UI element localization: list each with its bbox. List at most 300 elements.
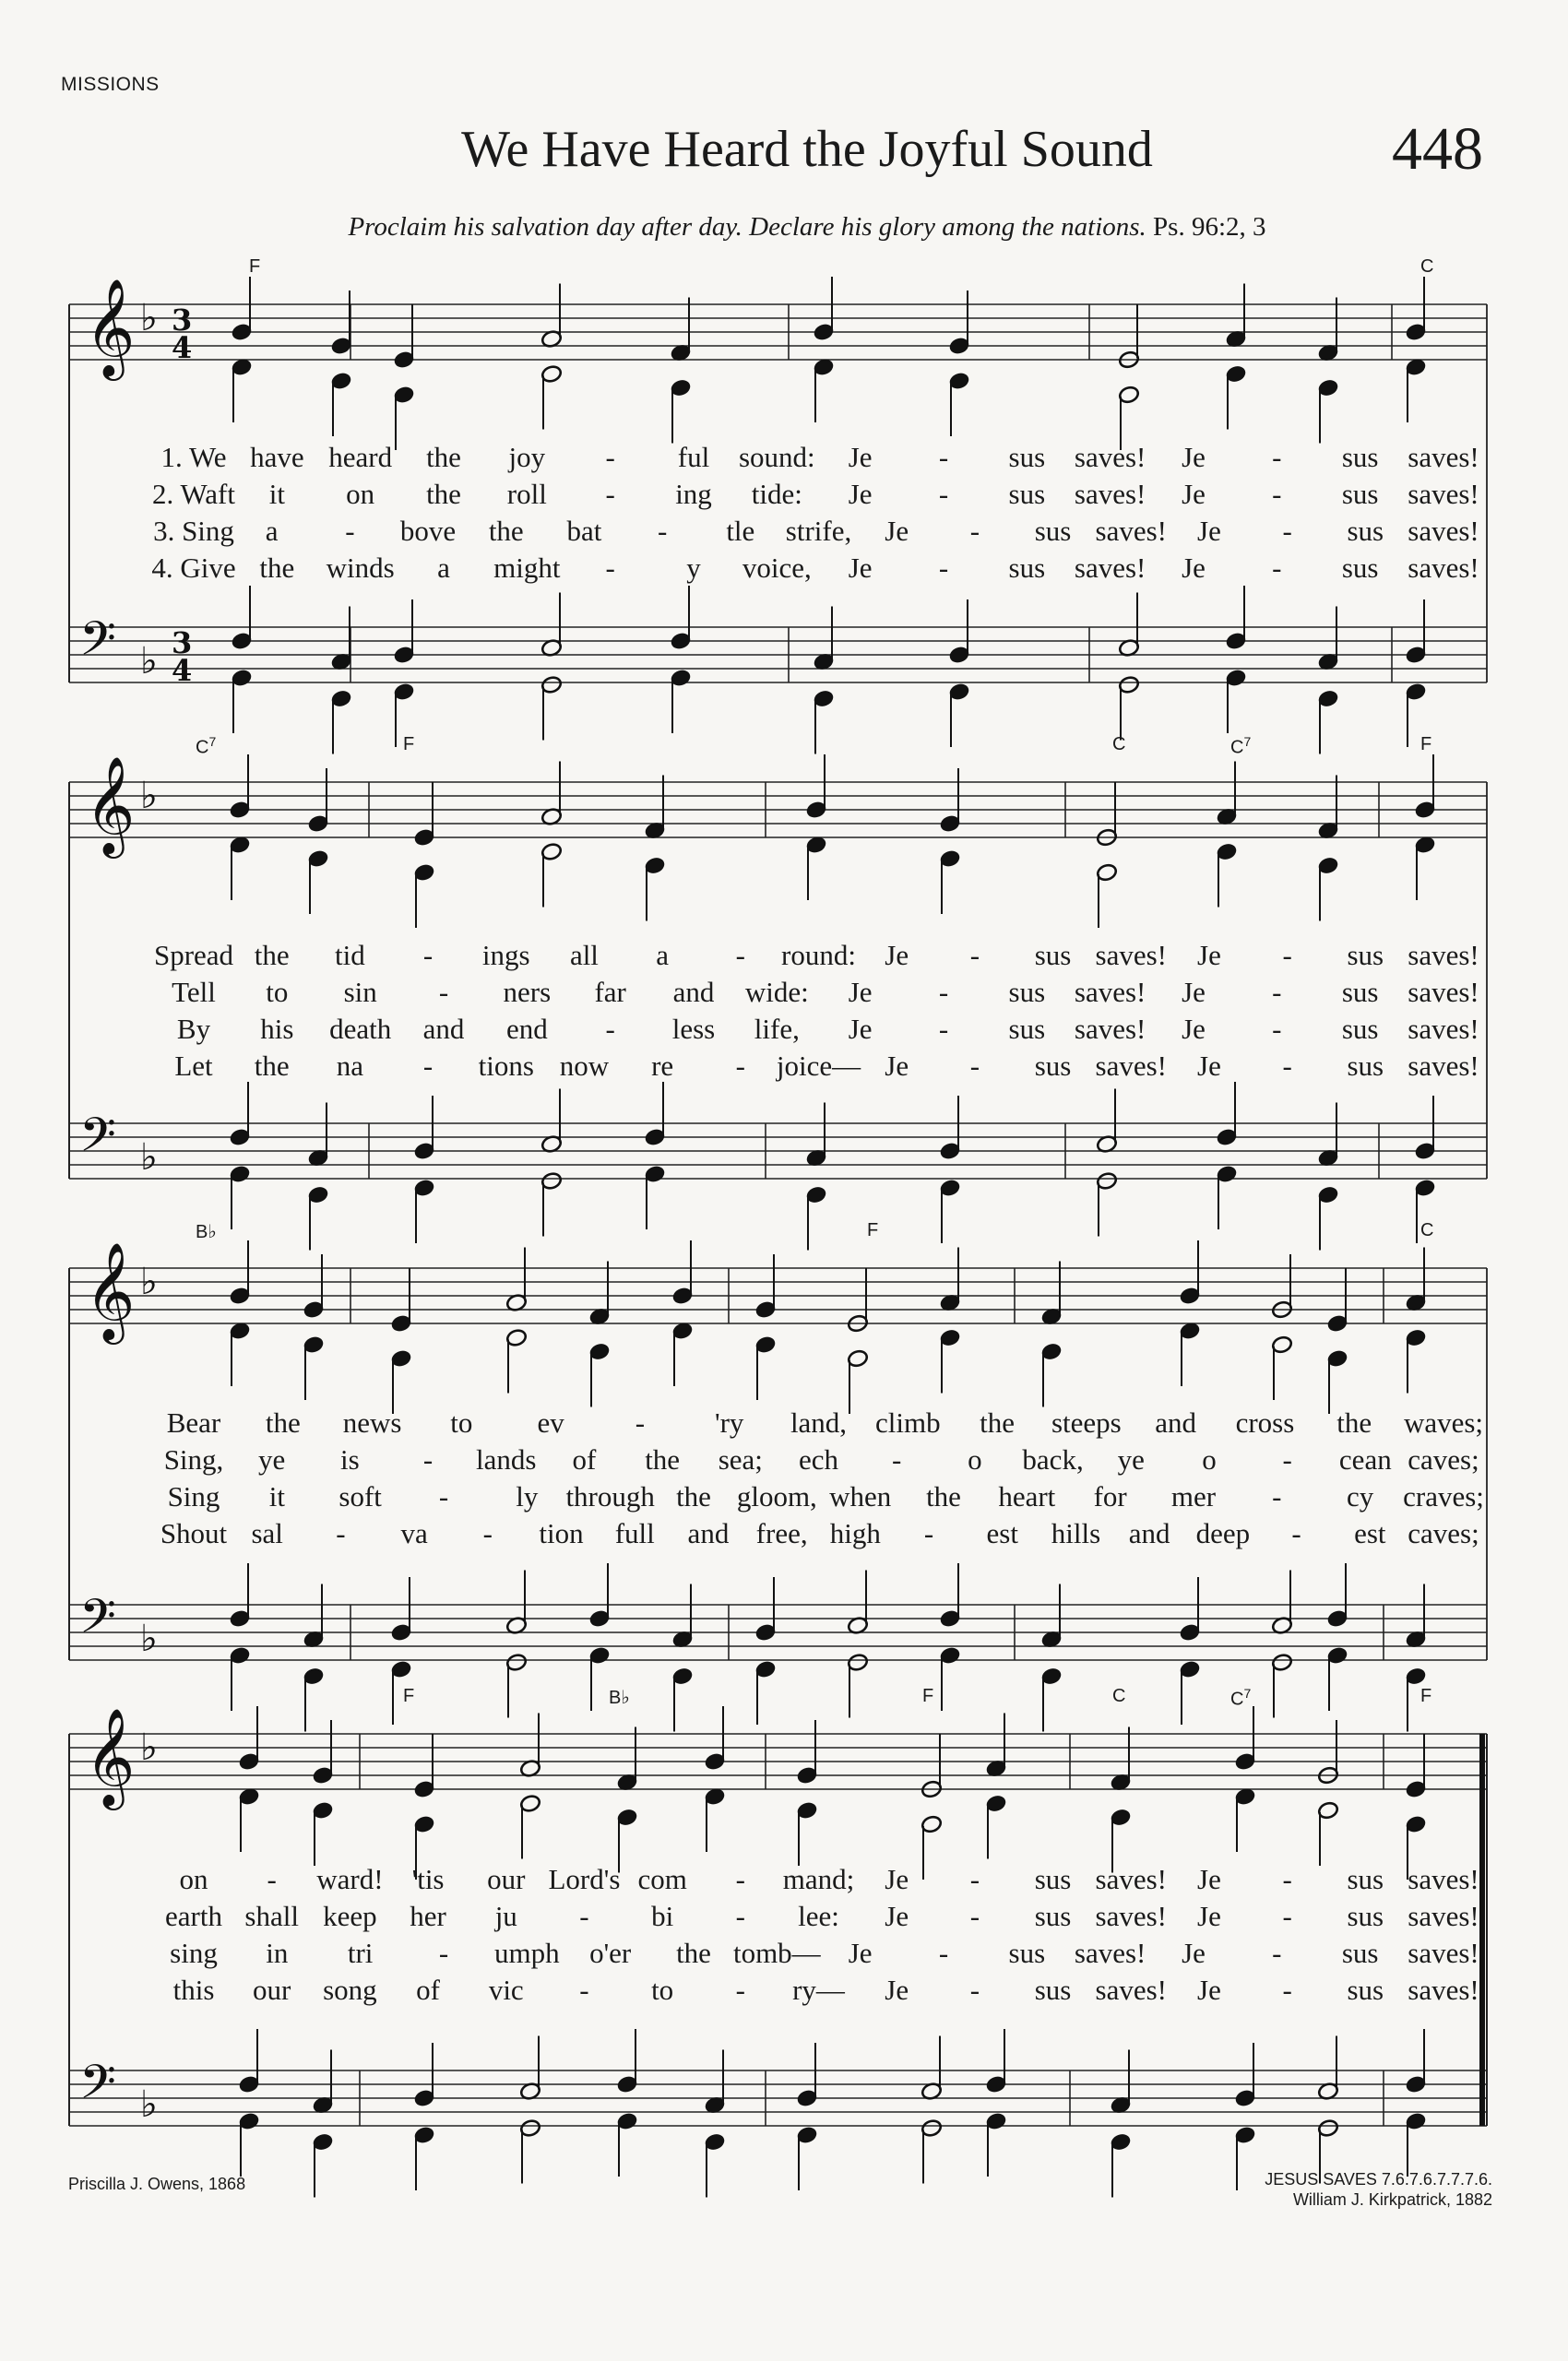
lyric-syllable: 3. Sing — [153, 515, 234, 547]
lyric-syllable: keep — [323, 1900, 377, 1932]
lyric-syllable: free, — [755, 1517, 808, 1549]
lyric-syllable: saves! — [1408, 939, 1479, 971]
lyric-line-verse-2 — [0, 1900, 1568, 1937]
lyric-syllable: - — [923, 1517, 934, 1549]
lyric-syllable: saves! — [1408, 1013, 1479, 1045]
lyric-syllable: y — [686, 552, 701, 584]
lyric-syllable: Bear — [166, 1406, 221, 1439]
lyric-syllable: - — [345, 515, 355, 547]
lyric-syllable: deep — [1195, 1517, 1251, 1549]
lyric-syllable: cy — [1347, 1480, 1374, 1513]
lyric-syllable: Je — [848, 1937, 873, 1969]
lyric-syllable: Let — [174, 1050, 213, 1082]
lyric-syllable: life, — [754, 1013, 800, 1045]
lyric-syllable: gloom, — [736, 1480, 817, 1513]
lyric-syllable: - — [892, 1443, 902, 1476]
lyric-syllable: sus — [1347, 1050, 1384, 1082]
lyric-syllable: sus — [1347, 1974, 1384, 2006]
flat-key-signature-icon: ♭ — [140, 775, 158, 817]
lyric-syllable: 2. Waft — [152, 478, 235, 510]
tune-name: JESUS SAVES 7.6.7.6.7.7.7.6. — [1265, 2170, 1492, 2189]
epigraph-quote: Proclaim his salvation day after day. Declare his glory among the nations. — [348, 212, 1146, 242]
lyric-syllable: tide: — [751, 478, 802, 510]
lyric-syllable: - — [1272, 478, 1282, 510]
composer-credit: William J. Kirkpatrick, 1882 — [1292, 2190, 1492, 2209]
lyric-syllable: bat — [566, 515, 602, 547]
lyric-syllable: - — [422, 1443, 434, 1476]
lyric-syllable: sus — [1341, 976, 1379, 1008]
lyric-syllable: ners — [503, 976, 552, 1008]
lyric-syllable: sus — [1008, 976, 1046, 1008]
lyric-syllable: - — [969, 1863, 980, 1895]
lyric-syllable: Je — [885, 939, 909, 971]
chord-extension: 7 — [1243, 734, 1252, 749]
lyric-line-verse-1 — [0, 1863, 1568, 1900]
lyric-syllable: saves! — [1408, 552, 1479, 584]
lyric-syllable: 4. Give — [151, 552, 236, 584]
lyric-syllable: - — [938, 1937, 949, 1969]
lyric-syllable: sus — [1341, 441, 1379, 473]
lyric-syllable: the — [254, 1050, 290, 1082]
lyric-syllable: ry— — [792, 1974, 845, 2006]
lyric-syllable: - — [969, 1050, 980, 1082]
lyric-syllable: - — [605, 441, 615, 473]
lyric-syllable: cross — [1235, 1406, 1295, 1439]
chord-symbol: C — [1420, 1220, 1434, 1240]
lyric-syllable: sus — [1341, 552, 1379, 584]
lyric-syllable: when — [829, 1480, 892, 1513]
lyric-syllable: saves! — [1408, 976, 1479, 1008]
lyric-syllable: - — [438, 1937, 449, 1969]
lyric-syllable: is — [340, 1443, 360, 1476]
lyric-syllable: ju — [494, 1900, 517, 1932]
lyric-syllable: saves! — [1095, 1050, 1167, 1082]
bass-clef-icon: 𝄢 — [79, 2054, 116, 2121]
lyric-syllable: sound: — [738, 441, 815, 473]
chord-symbol: F — [1420, 1686, 1432, 1706]
tune-credit — [1265, 2169, 1492, 2210]
lyric-syllable: 'tis — [411, 1863, 445, 1895]
lyric-syllable: saves! — [1095, 1974, 1167, 2006]
lyric-syllable: saves! — [1408, 478, 1479, 510]
lyric-syllable: this — [172, 1974, 215, 2006]
treble-clef-icon: 𝄞 — [85, 1241, 136, 1340]
lyric-syllable: sus — [1341, 1013, 1379, 1045]
flat-key-signature-icon: ♭ — [140, 297, 158, 339]
time-signature-top: 3 — [172, 625, 193, 660]
lyric-syllable: - — [735, 1900, 745, 1932]
lyric-syllable: Sing — [167, 1480, 220, 1513]
lyric-line-verse-2 — [0, 478, 1568, 515]
lyric-syllable: tri — [347, 1937, 374, 1969]
lyric-syllable: - — [1282, 939, 1292, 971]
lyric-syllable: news — [342, 1406, 402, 1439]
lyric-syllable: sus — [1008, 552, 1046, 584]
lyric-syllable: our — [253, 1974, 291, 2006]
lyric-syllable: saves! — [1408, 515, 1479, 547]
lyric-syllable: Sing, — [163, 1443, 224, 1476]
lyric-syllable: mer — [1170, 1480, 1217, 1513]
epigraph-reference: Ps. 96:2, 3 — [1153, 212, 1266, 242]
lyric-syllable: wide: — [744, 976, 809, 1008]
time-signature-bottom: 4 — [172, 330, 193, 365]
lyric-syllable: sus — [1347, 1863, 1384, 1895]
lyric-syllable: and — [672, 976, 715, 1008]
chord-symbol: F — [403, 1686, 415, 1706]
lyric-syllable: caves; — [1408, 1517, 1479, 1549]
lyric-syllable: - — [657, 515, 668, 547]
lyric-syllable: ward! — [316, 1863, 384, 1895]
lyric-syllable: Spread — [153, 939, 234, 971]
lyric-syllable: - — [579, 1974, 589, 2006]
lyric-syllable: saves! — [1095, 1900, 1167, 1932]
lyric-syllable: less — [671, 1013, 716, 1045]
lyric-syllable: sus — [1347, 939, 1384, 971]
lyric-syllable: saves! — [1074, 552, 1146, 584]
lyric-syllable: mand; — [782, 1863, 855, 1895]
lyric-syllable: saves! — [1095, 939, 1167, 971]
lyric-syllable: for — [1093, 1480, 1127, 1513]
lyric-syllable: on — [179, 1863, 208, 1895]
lyric-syllable: and — [1128, 1517, 1170, 1549]
lyric-syllable: land, — [790, 1406, 848, 1439]
lyric-syllable: - — [938, 552, 949, 584]
lyric-syllable: the — [265, 1406, 301, 1439]
lyric-syllable: - — [605, 478, 615, 510]
lyric-syllable: - — [1272, 1937, 1282, 1969]
lyric-syllable: ech — [798, 1443, 839, 1476]
lyric-syllable: - — [1282, 1443, 1292, 1476]
chord-symbol: F — [249, 256, 261, 277]
lyric-syllable: saves! — [1074, 1013, 1146, 1045]
lyric-syllable: roll — [506, 478, 547, 510]
bass-clef-icon: 𝄢 — [79, 611, 116, 678]
chord-symbol — [1230, 734, 1251, 759]
lyric-syllable: Je — [848, 478, 873, 510]
lyric-syllable: saves! — [1408, 1937, 1479, 1969]
lyric-syllable: voice, — [742, 552, 812, 584]
lyric-syllable: Je — [848, 976, 873, 1008]
lyric-syllable: - — [969, 1974, 980, 2006]
lyric-syllable: tions — [478, 1050, 534, 1082]
lyric-syllable: Je — [1197, 1900, 1221, 1932]
lyric-syllable: - — [1272, 552, 1282, 584]
lyric-syllable: Je — [885, 1974, 909, 2006]
lyric-syllable: Je — [848, 441, 873, 473]
lyric-syllable: Je — [848, 552, 873, 584]
lyric-syllable: - — [1272, 976, 1282, 1008]
lyric-syllable: a — [656, 939, 670, 971]
lyric-syllable: cean — [1338, 1443, 1392, 1476]
chord-symbol: F — [403, 734, 415, 754]
lyric-syllable: o'er — [589, 1937, 632, 1969]
lyric-syllable: - — [336, 1517, 346, 1549]
lyric-syllable: - — [938, 1013, 949, 1045]
lyric-line-verse-4 — [0, 1517, 1568, 1554]
lyric-syllable: steeps — [1051, 1406, 1122, 1439]
lyric-syllable: now — [559, 1050, 610, 1082]
chord-symbol: F — [1420, 734, 1432, 754]
lyric-syllable: 1. We — [160, 441, 227, 473]
lyric-syllable: bove — [399, 515, 457, 547]
lyric-syllable: sal — [251, 1517, 283, 1549]
lyric-syllable: 'ry — [714, 1406, 744, 1439]
chord-extension: 7 — [208, 734, 217, 749]
chord-symbol — [196, 734, 216, 759]
chord-root: C — [196, 737, 209, 758]
lyric-syllable: song — [323, 1974, 377, 2006]
lyric-syllable: climb — [874, 1406, 941, 1439]
lyric-syllable: might — [493, 552, 561, 584]
lyric-syllable: Je — [1197, 1050, 1221, 1082]
lyric-syllable: all — [569, 939, 599, 971]
lyric-syllable: - — [1282, 1974, 1292, 2006]
chord-root: C — [1230, 1689, 1244, 1710]
lyric-line-verse-3 — [0, 1480, 1568, 1517]
lyric-syllable: the — [1336, 1406, 1372, 1439]
lyric-syllable: Je — [1182, 976, 1206, 1008]
lyric-syllable: - — [1282, 515, 1292, 547]
lyric-syllable: umph — [494, 1937, 560, 1969]
lyric-syllable: bi — [651, 1900, 674, 1932]
lyric-syllable: lee: — [798, 1900, 839, 1932]
lyric-syllable: By — [176, 1013, 211, 1045]
lyric-syllable: Je — [1182, 552, 1206, 584]
lyric-syllable: have — [250, 441, 304, 473]
lyric-syllable: sus — [1008, 478, 1046, 510]
lyric-syllable: soft — [339, 1480, 382, 1513]
lyric-syllable: - — [735, 1974, 745, 2006]
lyric-syllable: ful — [677, 441, 710, 473]
lyric-syllable: her — [410, 1900, 446, 1932]
lyric-line-verse-1 — [0, 939, 1568, 976]
lyric-syllable: the — [488, 515, 524, 547]
chord-symbol: B♭ — [609, 1688, 630, 1708]
lyric-syllable: Je — [1197, 1974, 1221, 2006]
lyric-syllable: heart — [998, 1480, 1056, 1513]
lyric-syllable: joice— — [776, 1050, 861, 1082]
lyric-syllable: Je — [1182, 1013, 1206, 1045]
lyric-syllable: sus — [1008, 1013, 1046, 1045]
lyric-syllable: sus — [1008, 1937, 1046, 1969]
lyric-line-verse-1 — [0, 441, 1568, 478]
section-label: MISSIONS — [61, 74, 160, 95]
lyric-syllable: sus — [1341, 1937, 1379, 1969]
lyric-syllable: death — [329, 1013, 392, 1045]
lyric-syllable: ye — [258, 1443, 286, 1476]
bass-clef-icon: 𝄢 — [79, 1588, 116, 1655]
lyric-syllable: and — [1155, 1406, 1197, 1439]
lyric-syllable: strife, — [785, 515, 852, 547]
lyric-syllable: - — [1282, 1900, 1292, 1932]
lyric-syllable: the — [980, 1406, 1015, 1439]
hymn-number: 448 — [1392, 115, 1483, 183]
lyric-syllable: it — [268, 478, 285, 510]
flat-key-signature-icon: ♭ — [140, 1618, 158, 1660]
lyric-syllable: back, — [1022, 1443, 1084, 1476]
lyric-syllable: na — [336, 1050, 364, 1082]
lyric-syllable: Je — [885, 1050, 909, 1082]
lyric-line-verse-3 — [0, 1937, 1568, 1974]
lyric-syllable: the — [254, 939, 290, 971]
lyric-syllable: - — [1272, 1480, 1282, 1513]
treble-clef-icon: 𝄞 — [85, 1707, 136, 1806]
bass-clef-icon: 𝄢 — [79, 1107, 116, 1174]
lyric-syllable: the — [645, 1443, 681, 1476]
lyric-syllable: shall — [244, 1900, 299, 1932]
lyric-syllable: ly — [516, 1480, 539, 1513]
lyric-syllable: - — [482, 1517, 493, 1549]
lyric-syllable: - — [969, 939, 980, 971]
flat-key-signature-icon: ♭ — [140, 640, 158, 682]
lyric-syllable: Je — [885, 515, 909, 547]
lyric-syllable: tle — [726, 515, 755, 547]
lyric-syllable: - — [969, 1900, 980, 1932]
lyric-syllable: sus — [1034, 1863, 1072, 1895]
chord-symbol: F — [867, 1220, 879, 1240]
lyric-syllable: sus — [1341, 478, 1379, 510]
lyric-syllable: tion — [539, 1517, 584, 1549]
lyric-syllable: Shout — [160, 1517, 228, 1549]
lyric-syllable: saves! — [1408, 1974, 1479, 2006]
lyric-syllable: the — [426, 478, 461, 510]
lyric-syllable: ing — [675, 478, 712, 510]
lyric-syllable: - — [422, 939, 434, 971]
chord-symbol: C — [1112, 1686, 1126, 1706]
lyric-syllable: va — [400, 1517, 428, 1549]
lyric-syllable: our — [487, 1863, 526, 1895]
lyric-syllable: high — [829, 1517, 881, 1549]
lyric-syllable: his — [260, 1013, 294, 1045]
lyric-syllable: - — [938, 478, 949, 510]
lyric-syllable: re — [651, 1050, 674, 1082]
lyric-line-verse-4 — [0, 1974, 1568, 2011]
lyric-syllable: end — [505, 1013, 548, 1045]
lyric-syllable: saves! — [1408, 1863, 1479, 1895]
lyric-syllable: a — [265, 515, 279, 547]
hymn-title: We Have Heard the Joyful Sound — [461, 121, 1153, 178]
lyric-syllable: Je — [1182, 478, 1206, 510]
chord-symbol: B♭ — [196, 1222, 217, 1242]
lyric-syllable: sin — [343, 976, 377, 1008]
lyric-syllable: sus — [1034, 1900, 1072, 1932]
lyric-syllable: sus — [1008, 441, 1046, 473]
lyric-syllable: saves! — [1408, 1900, 1479, 1932]
treble-clef-icon: 𝄞 — [85, 755, 136, 854]
lyric-line-verse-3 — [0, 515, 1568, 552]
lyric-syllable: - — [635, 1406, 646, 1439]
flat-key-signature-icon: ♭ — [140, 2083, 158, 2126]
chord-symbol: C — [1112, 734, 1126, 754]
lyric-syllable: - — [438, 1480, 449, 1513]
lyric-syllable: - — [605, 552, 615, 584]
lyric-syllable: sus — [1034, 1974, 1072, 2006]
lyric-line-verse-2 — [0, 976, 1568, 1013]
time-signature-top: 3 — [172, 303, 193, 338]
lyric-syllable: - — [735, 1863, 745, 1895]
lyric-syllable: sus — [1034, 515, 1072, 547]
lyric-syllable: of — [416, 1974, 440, 2006]
lyric-line-verse-4 — [0, 552, 1568, 588]
lyric-syllable: saves! — [1408, 1050, 1479, 1082]
lyric-syllable: - — [735, 939, 745, 971]
lyric-syllable: Je — [848, 1013, 873, 1045]
lyric-syllable: and — [687, 1517, 730, 1549]
lyric-syllable: through — [565, 1480, 655, 1513]
lyric-syllable: Je — [1197, 515, 1221, 547]
lyric-syllable: sus — [1347, 515, 1384, 547]
lyric-syllable: lands — [476, 1443, 537, 1476]
lyric-syllable: to — [651, 1974, 674, 2006]
lyric-syllable: saves! — [1074, 441, 1146, 473]
lyric-syllable: est — [986, 1517, 1018, 1549]
lyric-syllable: - — [938, 976, 949, 1008]
chord-symbol — [1230, 1686, 1251, 1711]
lyric-line-verse-1 — [0, 1406, 1568, 1443]
lyric-line-verse-2 — [0, 1443, 1568, 1480]
lyric-syllable: joy — [508, 441, 546, 473]
lyric-syllable: it — [268, 1480, 285, 1513]
lyric-syllable: saves! — [1074, 478, 1146, 510]
lyric-syllable: Je — [1182, 441, 1206, 473]
lyric-syllable: - — [969, 515, 980, 547]
chord-root: C — [1230, 737, 1244, 758]
chord-extension: 7 — [1243, 1686, 1252, 1701]
lyric-syllable: Lord's — [548, 1863, 621, 1895]
lyric-syllable: of — [572, 1443, 597, 1476]
lyric-syllable: the — [676, 1937, 711, 1969]
lyric-syllable: Tell — [172, 976, 216, 1008]
lyric-syllable: ings — [481, 939, 530, 971]
flat-key-signature-icon: ♭ — [140, 1726, 158, 1769]
lyric-line-verse-4 — [0, 1050, 1568, 1086]
lyric-syllable: on — [346, 478, 375, 510]
lyric-syllable: tomb— — [732, 1937, 821, 1969]
lyric-syllable: heard — [328, 441, 393, 473]
lyric-syllable: the — [259, 552, 295, 584]
lyric-syllable: - — [579, 1900, 589, 1932]
lyric-syllable: vic — [488, 1974, 524, 2006]
lyric-syllable: - — [1291, 1517, 1301, 1549]
lyric-syllable: - — [605, 1013, 615, 1045]
flat-key-signature-icon: ♭ — [140, 1136, 158, 1179]
lyric-syllable: com — [637, 1863, 687, 1895]
lyric-syllable: sea; — [718, 1443, 763, 1476]
lyric-syllable: tid — [335, 939, 365, 971]
lyric-syllable: craves; — [1403, 1480, 1484, 1513]
treble-clef-icon: 𝄞 — [85, 278, 136, 376]
time-signature-bottom: 4 — [172, 653, 193, 688]
lyric-syllable: - — [438, 976, 449, 1008]
lyric-syllable: hills — [1051, 1517, 1101, 1549]
author-credit: Priscilla J. Owens, 1868 — [68, 2175, 246, 2193]
lyric-syllable: ev — [537, 1406, 564, 1439]
lyric-syllable: winds — [326, 552, 395, 584]
lyric-line-verse-3 — [0, 1013, 1568, 1050]
lyric-syllable: round: — [781, 939, 856, 971]
lyric-syllable: sus — [1034, 1050, 1072, 1082]
lyric-syllable: - — [1282, 1863, 1292, 1895]
lyric-syllable: far — [594, 976, 626, 1008]
lyric-syllable: the — [926, 1480, 961, 1513]
lyric-syllable: Je — [885, 1900, 909, 1932]
lyric-syllable: saves! — [1095, 515, 1167, 547]
lyric-syllable: in — [266, 1937, 289, 1969]
lyric-syllable: to — [450, 1406, 473, 1439]
lyric-syllable: to — [266, 976, 289, 1008]
lyric-syllable: a — [437, 552, 450, 584]
lyric-syllable: o — [1202, 1443, 1217, 1476]
